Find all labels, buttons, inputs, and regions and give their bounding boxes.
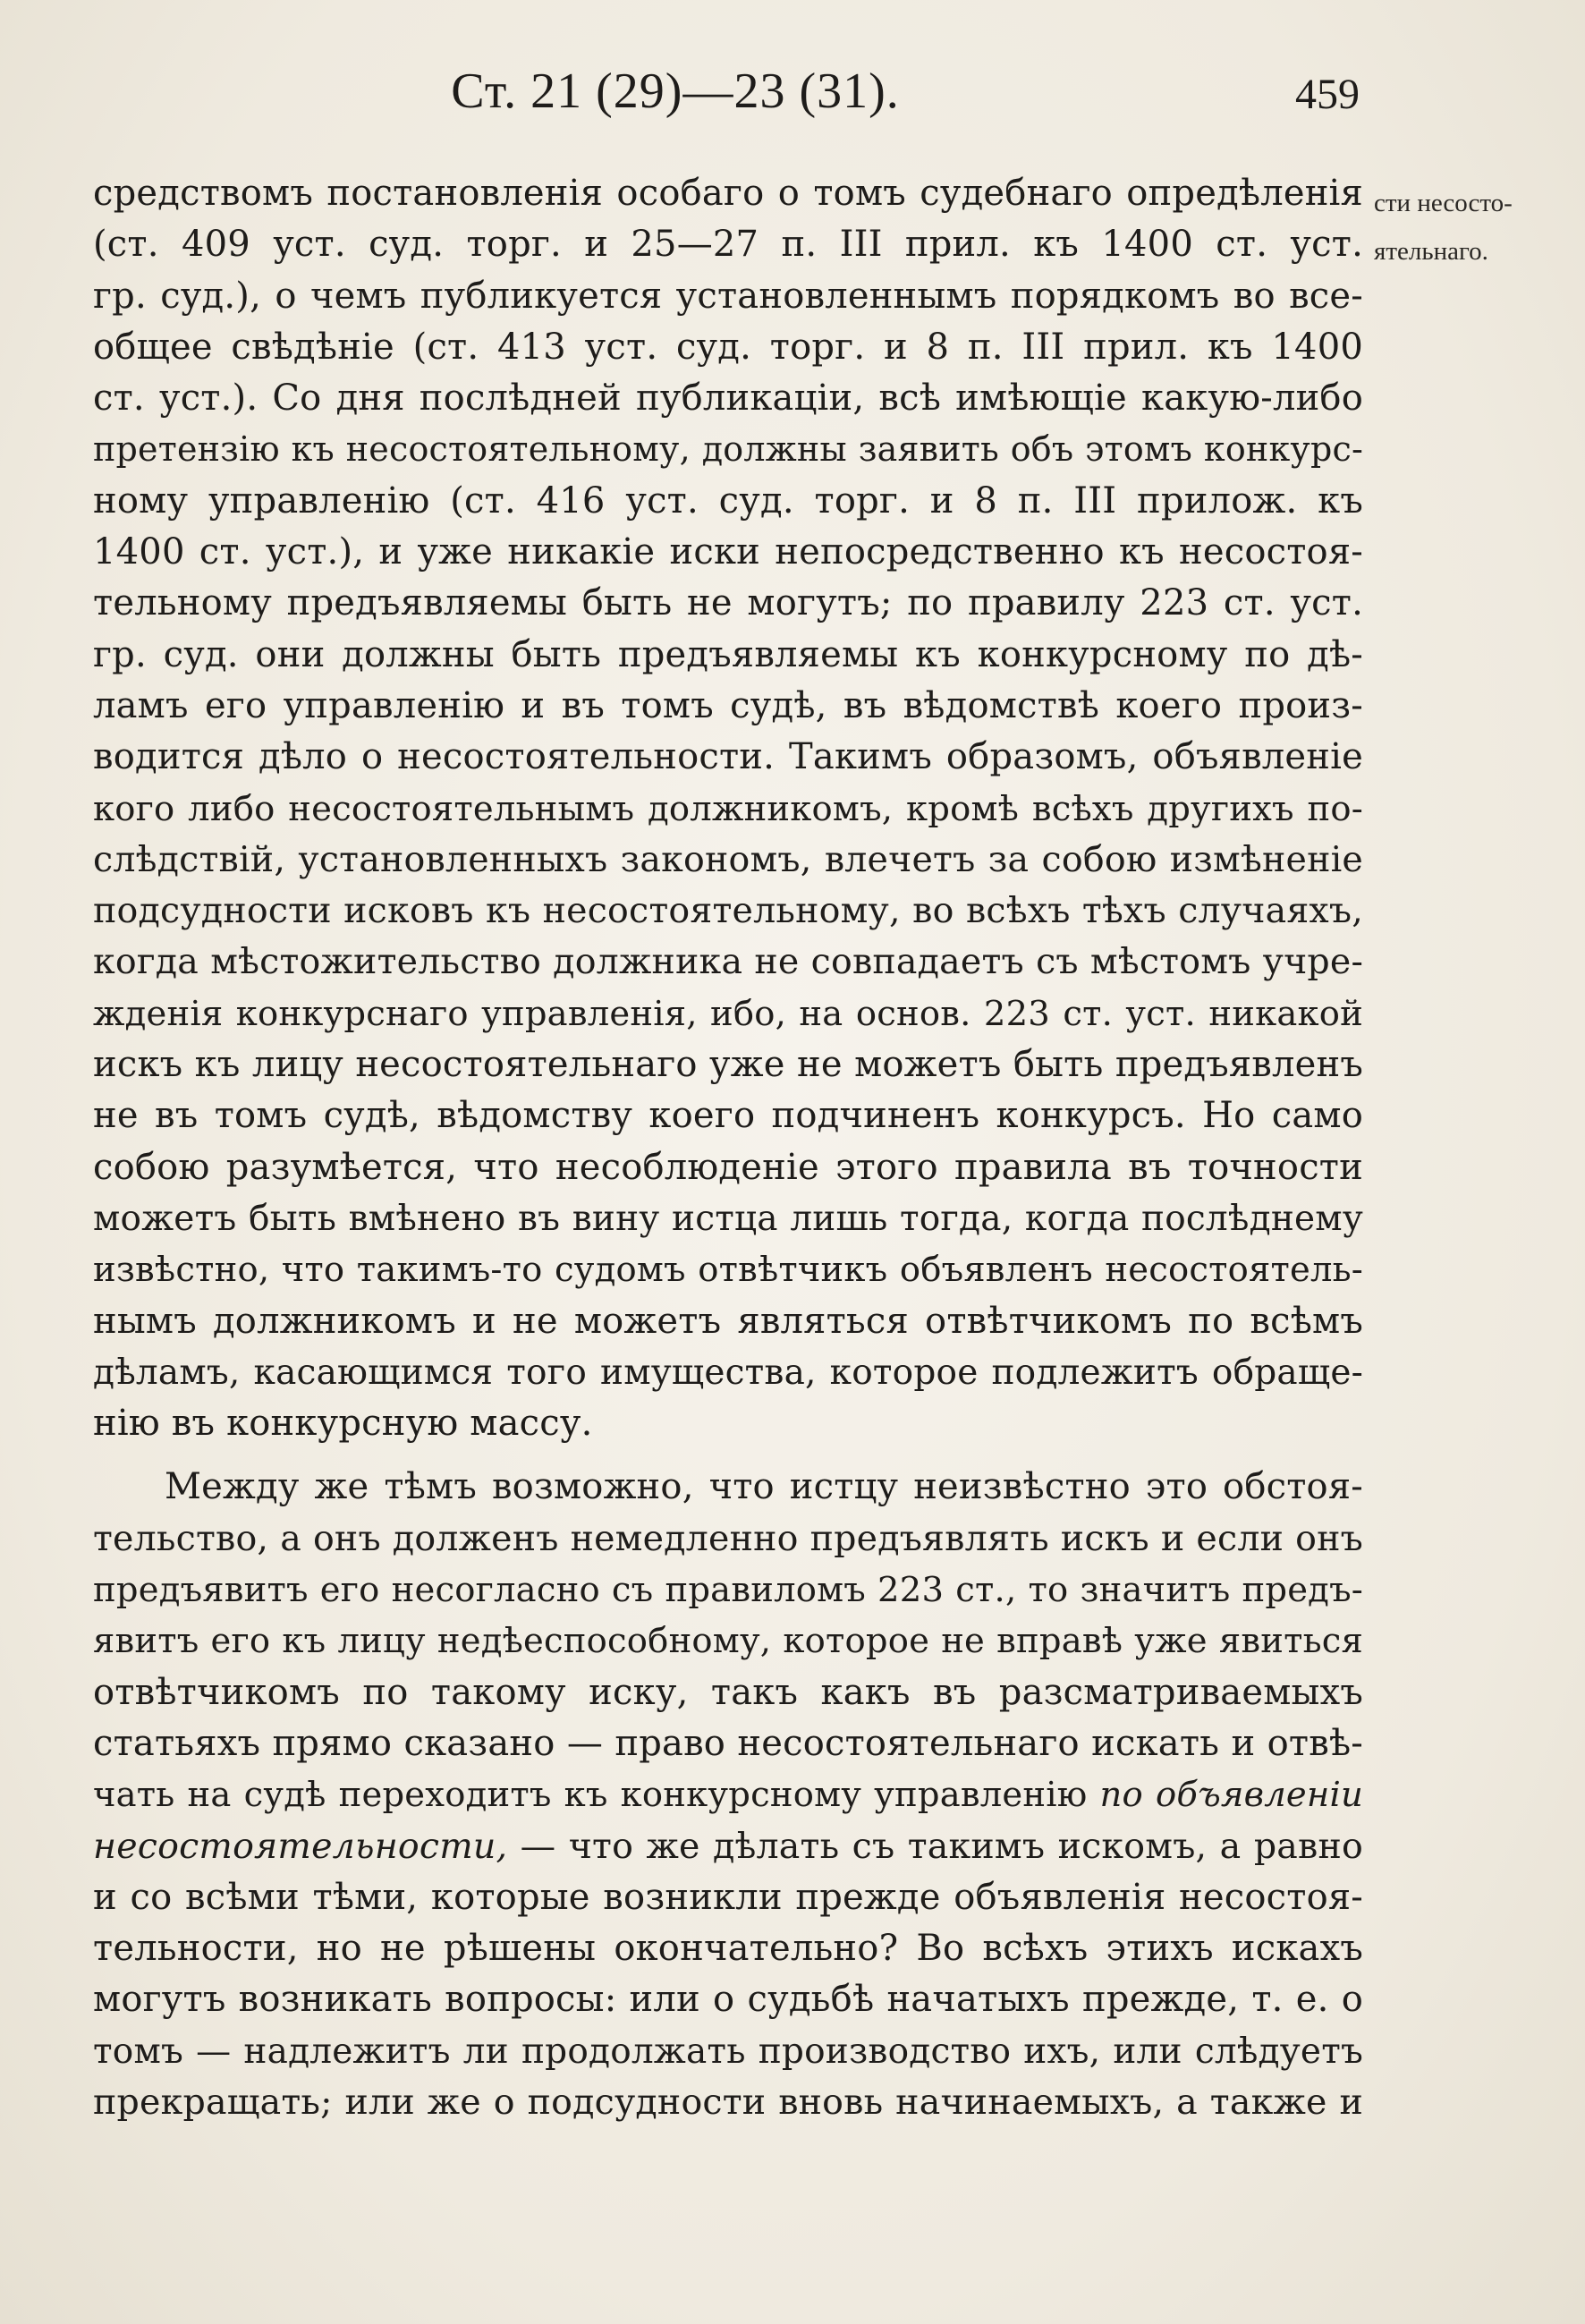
text-line: ламъ его управленію и въ томъ судѣ, въ вѣдомствѣ коего произ- — [93, 684, 1363, 726]
italic-emphasis: несостоятельности, — [93, 1825, 508, 1867]
text-line: прекращать; или же о подсудности вновь начинаемыхъ, а также и — [93, 2081, 1363, 2123]
text-line: 1400 ст. уст.), и уже никакіе иски непосредственно къ несостоя- — [93, 531, 1363, 573]
text-line: водится дѣло о несостоятельности. Такимъ образомъ, объявленіе — [93, 736, 1363, 778]
text-line: тельство, а онъ долженъ немедленно предъявлять искъ и если онъ — [93, 1517, 1363, 1559]
text-line: когда мѣстожительство должника не совпадаетъ съ мѣстомъ учре- — [93, 941, 1363, 983]
text-line: и со всѣми тѣми, которые возникли прежде объявленія несостоя- — [93, 1876, 1363, 1918]
text-line: жденія конкурснаго управленія, ибо, на основ. 223 ст. уст. никакой — [93, 993, 1363, 1034]
text-line: средствомъ постановленія особаго о томъ судебнаго опредѣленія — [93, 173, 1363, 214]
text-line: нымъ должникомъ и не можетъ являться отвѣтчикомъ по всѣмъ — [93, 1300, 1363, 1342]
text-line: (ст. 409 уст. суд. торг. и 25—27 п. III прил. къ 1400 ст. уст. — [93, 224, 1363, 266]
text-line: томъ — надлежитъ ли продолжать производство ихъ, или слѣдуетъ — [93, 2031, 1363, 2072]
text-line: тельности, но не рѣшены окончательно? Во всѣхъ этихъ искахъ — [93, 1928, 1363, 1970]
text-line: извѣстно, что такимъ-то судомъ отвѣтчикъ объявленъ несостоятель- — [93, 1250, 1363, 1291]
text-line: не въ томъ судѣ, вѣдомству коего подчиненъ конкурсъ. Но само — [93, 1095, 1363, 1137]
text-line: дѣламъ, касающимся того имущества, которое подлежитъ обраще- — [93, 1352, 1363, 1393]
text-line: общее свѣдѣніе (ст. 413 уст. суд. торг. и 8 п. III прил. къ 1400 — [93, 326, 1363, 368]
marginal-note-line: ятельнаго. — [1374, 237, 1488, 266]
page-number: 459 — [1295, 71, 1360, 118]
text-line: ному управленію (ст. 416 уст. суд. торг. и 8 п. III прилож. къ — [93, 479, 1363, 522]
text-line: тельному предъявляемы быть не могутъ; по правилу 223 ст. уст. — [93, 582, 1363, 624]
running-head: Ст. 21 (29)—23 (31). — [451, 64, 900, 119]
marginal-note — [1374, 179, 1571, 276]
text-line: отвѣтчикомъ по такому иску, такъ какъ въ разсматриваемыхъ — [93, 1671, 1363, 1713]
text-line: ст. уст.). Со дня послѣдней публикаціи, всѣ имѣющіе какую-либо — [93, 377, 1363, 420]
paragraph-2 — [93, 1462, 1363, 2128]
italic-emphasis: по объявленіи — [1099, 1775, 1363, 1816]
text-line: статьяхъ прямо сказано — право несостоятельнаго искать и отвѣ- — [93, 1722, 1363, 1764]
text-line: гр. суд. они должны быть предъявляемы къ конкурсному по дѣ- — [93, 633, 1363, 675]
text-line: нію въ конкурсную массу. — [93, 1403, 593, 1445]
text-line: претензію къ несостоятельному, должны заявить объ этомъ конкурс- — [93, 429, 1363, 470]
text-line: подсудности исковъ къ несостоятельному, во всѣхъ тѣхъ случаяхъ, — [93, 890, 1363, 932]
paragraph-1 — [93, 168, 1363, 1449]
text-line: предъявитъ его несогласно съ правиломъ 223 ст., то значитъ предъ- — [93, 1570, 1363, 1611]
text-line: искъ къ лицу несостоятельнаго уже не можетъ быть предъявленъ — [93, 1044, 1363, 1086]
text-run: чать на судѣ переходитъ къ конкурсному управленію — [93, 1775, 1100, 1816]
text-line — [93, 1769, 1363, 1820]
body-text — [93, 168, 1363, 2128]
text-line: могутъ возникать вопросы: или о судьбѣ начатыхъ прежде, т. е. о — [93, 1979, 1363, 2021]
text-line: кого либо несостоятельнымъ должникомъ, кромѣ всѣхъ другихъ по- — [93, 788, 1363, 829]
text-line: Между же тѣмъ возможно, что истцу неизвѣстно это обстоя- — [165, 1466, 1363, 1508]
text-line: собою разумѣется, что несоблюденіе этого правила въ точности — [93, 1146, 1363, 1188]
text-run: — что же дѣлать съ такимъ искомъ, а равно — [507, 1825, 1363, 1867]
text-line — [93, 1821, 1363, 1872]
text-line: явитъ его къ лицу недѣеспособному, которое не вправѣ уже явиться — [93, 1621, 1363, 1662]
text-line: слѣдствій, установленныхъ закономъ, влечетъ за собою измѣненіе — [93, 838, 1363, 880]
marginal-note-line: сти несосто- — [1374, 189, 1513, 217]
text-line: гр. суд.), о чемъ публикуется установленнымъ порядкомъ во все- — [93, 275, 1363, 317]
page-header — [89, 63, 1369, 134]
text-line: можетъ быть вмѣнено въ вину истца лишь тогда, когда послѣднему — [93, 1198, 1363, 1239]
